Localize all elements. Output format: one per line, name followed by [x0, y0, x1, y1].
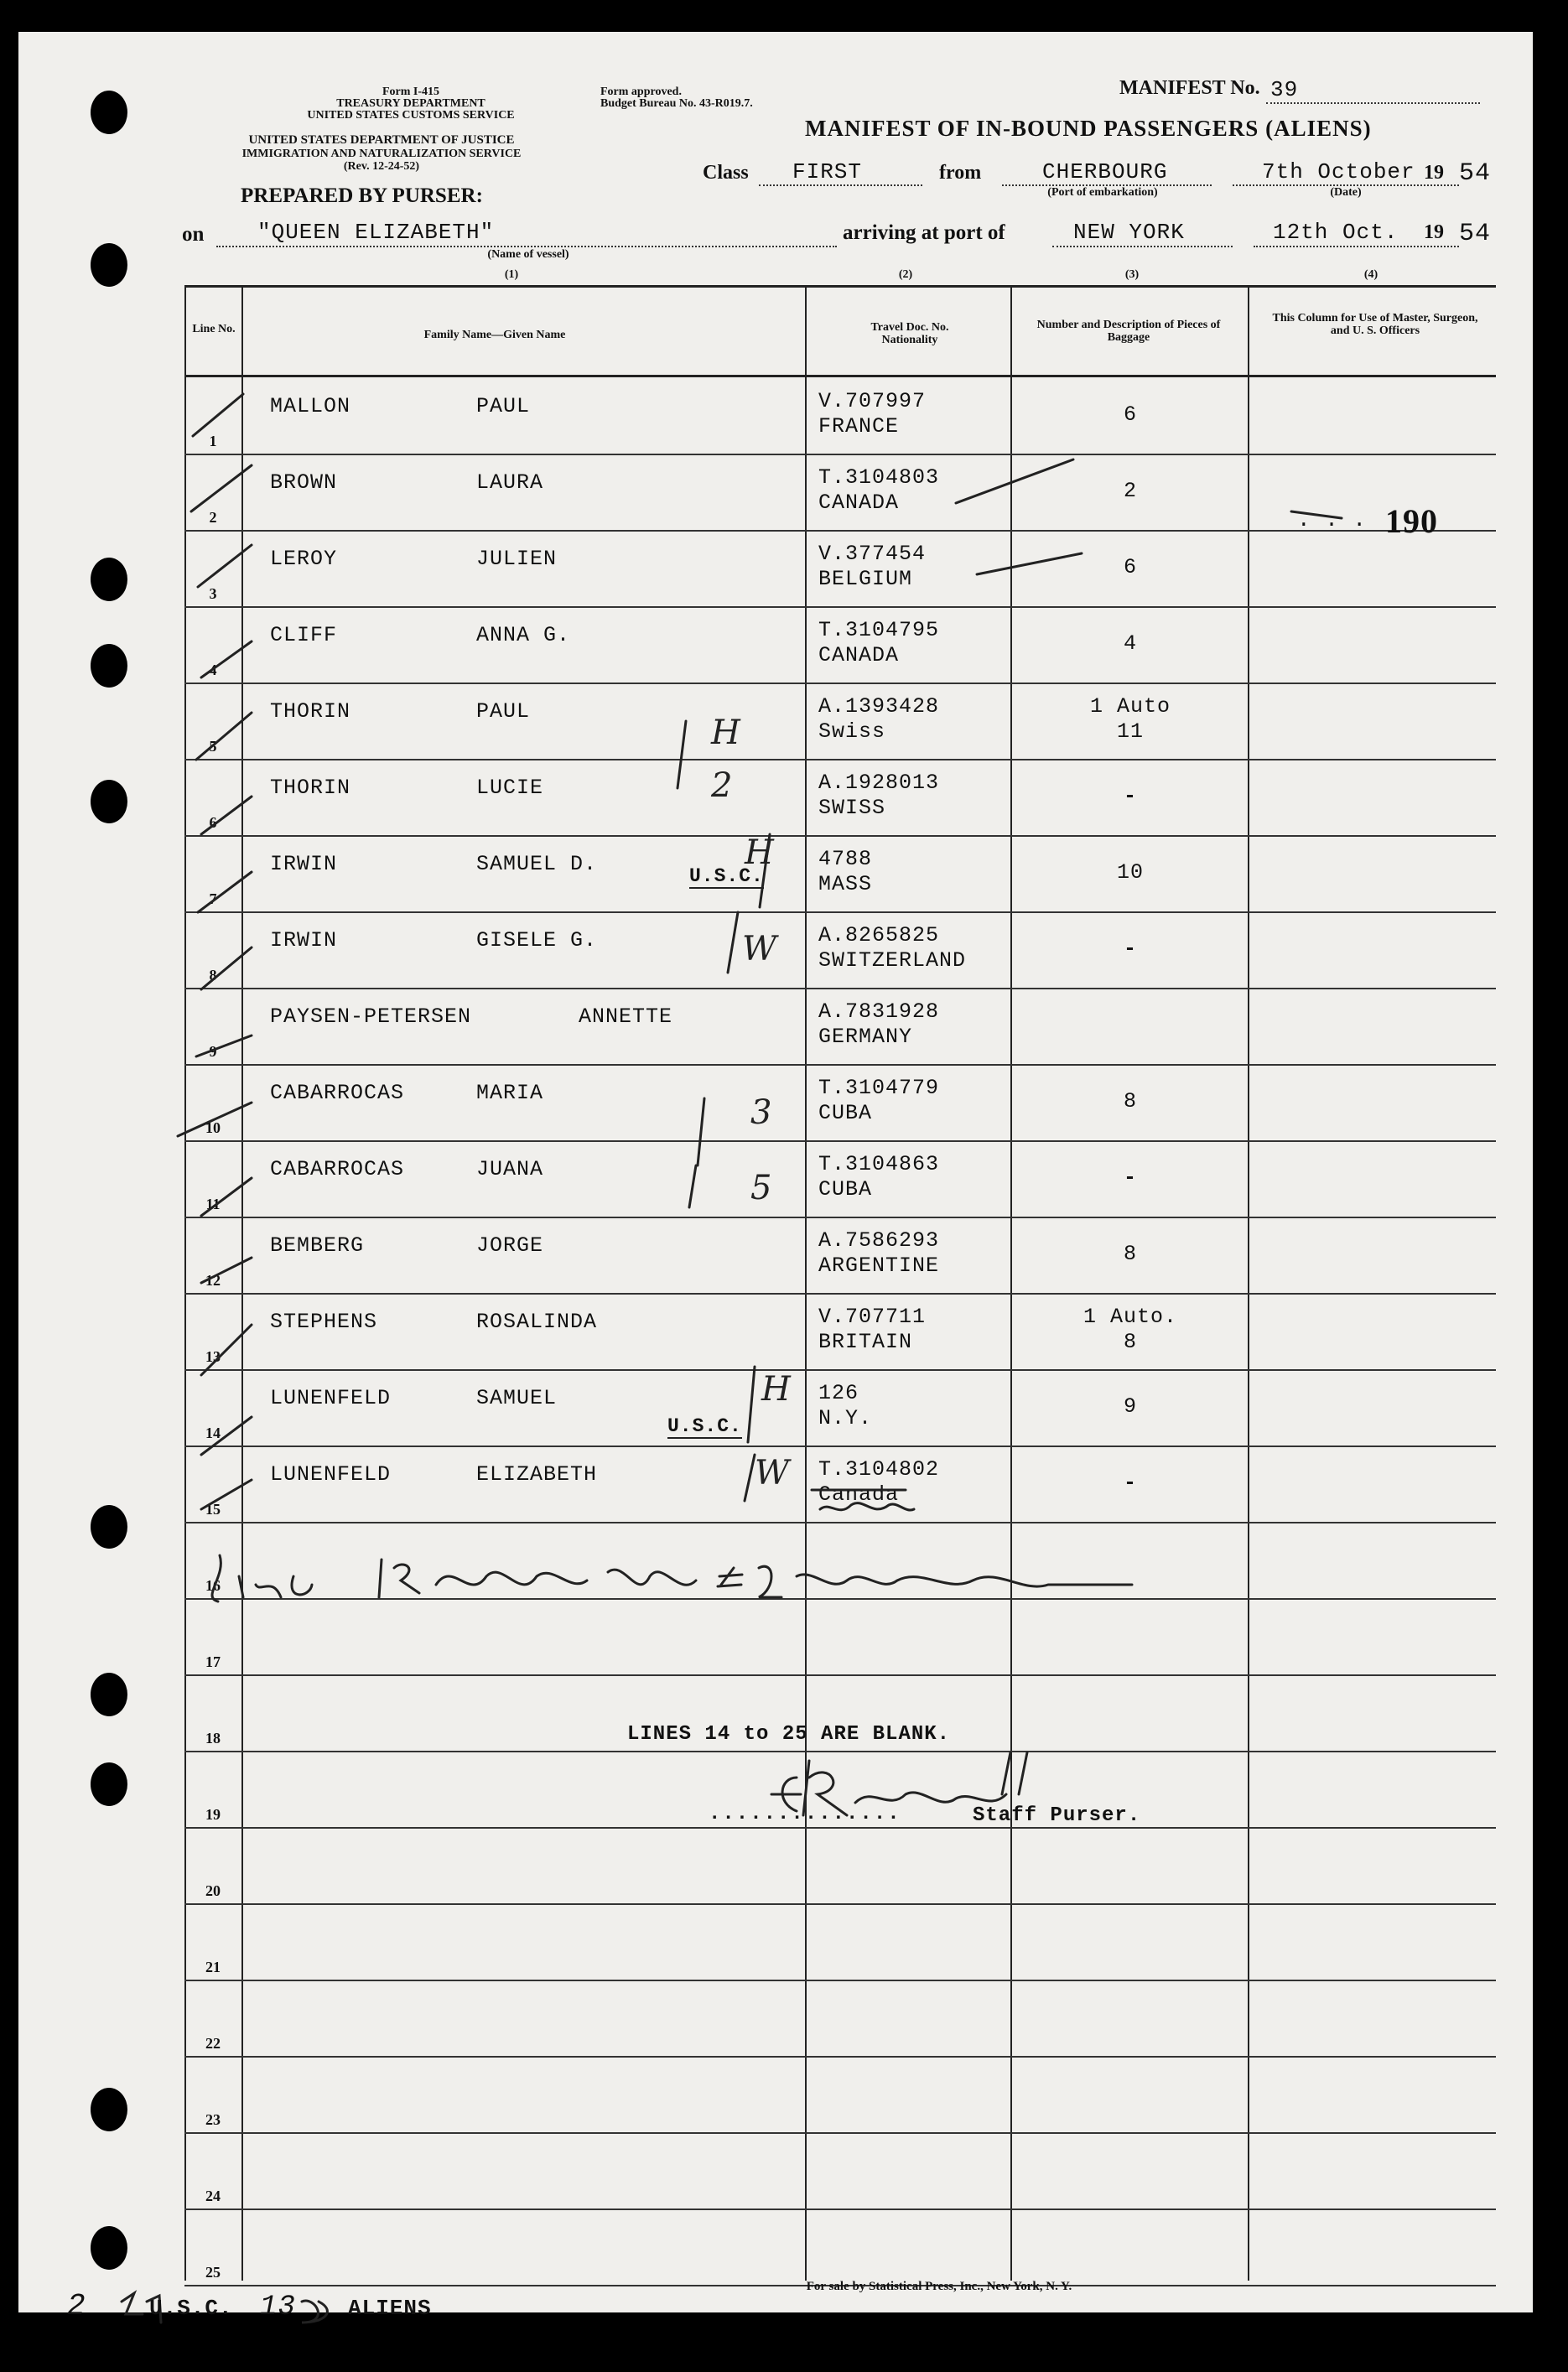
family-name: LEROY — [270, 547, 338, 571]
footer-publisher: For sale by Statistical Press, Inc., New York, N. Y. — [806, 2280, 1072, 2293]
svg-text:W: W — [742, 930, 777, 968]
class-value: FIRST — [792, 159, 863, 184]
col-header-line-no: Line No. — [192, 323, 236, 335]
baggage-primary: - — [1123, 937, 1137, 961]
family-name: IRWIN — [270, 852, 338, 876]
line-number: 8 — [209, 967, 217, 984]
line-number: 22 — [205, 2035, 221, 2052]
arrival-date: 12th Oct. — [1273, 220, 1399, 245]
treasury-dept: TREASURY DEPARTMENT — [336, 97, 485, 110]
travel-doc-number: T.3104779 — [818, 1076, 940, 1100]
family-name: CABARROCAS — [270, 1157, 405, 1181]
baggage-secondary: 11 — [1116, 719, 1144, 744]
dept-justice: UNITED STATES DEPARTMENT OF JUSTICE — [248, 133, 515, 147]
baggage-primary: 9 — [1123, 1394, 1137, 1419]
embarkation-port: CHERBOURG — [1042, 159, 1168, 184]
officer-dots: . . . — [1297, 507, 1368, 532]
prepared-by-label: PREPARED BY PURSER: — [241, 184, 483, 207]
nationality: MASS — [818, 872, 873, 896]
baggage-secondary: 8 — [1123, 1330, 1137, 1354]
on-label: on — [182, 223, 205, 246]
travel-doc-number: A.1928013 — [818, 771, 940, 795]
family-name: CLIFF — [270, 623, 338, 647]
col-header-name: Family Name—Given Name — [423, 329, 566, 341]
family-name: BROWN — [270, 470, 338, 495]
given-name: ANNETTE — [579, 1004, 673, 1029]
given-name: PAUL — [476, 699, 531, 724]
footer-count-num: 13 — [260, 2292, 296, 2323]
travel-doc-number: A.7586293 — [818, 1228, 940, 1253]
baggage-primary: 6 — [1123, 402, 1137, 427]
travel-doc-number: T.3104795 — [818, 618, 940, 642]
travel-doc-number: T.3104802 — [818, 1457, 940, 1482]
baggage-primary: 8 — [1123, 1089, 1137, 1113]
line-number: 18 — [205, 1730, 221, 1747]
given-name: JULIEN — [476, 547, 558, 571]
arrival-year: 54 — [1459, 220, 1492, 248]
nationality: CUBA — [818, 1101, 873, 1125]
col-index-4: (4) — [1363, 268, 1378, 281]
family-name: LUNENFELD — [270, 1462, 392, 1487]
svg-text:W: W — [755, 1454, 790, 1492]
line-number: 23 — [205, 2111, 221, 2128]
col-header-travel-doc: Travel Doc. No. Nationality — [870, 321, 949, 346]
travel-doc-number: V.707711 — [818, 1305, 927, 1329]
form-approved: Form approved. — [600, 86, 682, 98]
svg-text:H: H — [761, 1370, 791, 1409]
date-caption: (Date) — [1330, 186, 1362, 199]
manifest-number-value: 39 — [1270, 77, 1299, 102]
travel-doc-number: V.707997 — [818, 389, 927, 413]
family-name: STEPHENS — [270, 1310, 378, 1334]
nationality: CANADA — [818, 643, 900, 667]
nationality: FRANCE — [818, 414, 900, 439]
given-name: SAMUEL — [476, 1386, 558, 1410]
form-number: Form I-415 — [382, 86, 440, 98]
family-name: LUNENFELD — [270, 1386, 392, 1410]
nationality: BELGIUM — [818, 567, 913, 591]
baggage-primary: 2 — [1123, 479, 1137, 503]
line-number: 2 — [209, 509, 217, 526]
col-header-officers: This Column for Use of Master, Surgeon, and U. S. Officers — [1272, 312, 1478, 337]
given-name: ANNA G. — [476, 623, 571, 647]
footer-count-left: 2 — [67, 2289, 86, 2323]
nationality: SWISS — [818, 796, 886, 820]
line-number: 12 — [205, 1272, 221, 1289]
from-label: from — [939, 162, 982, 184]
given-name: LUCIE — [476, 776, 544, 800]
ins-service: IMMIGRATION AND NATURALIZATION SERVICE — [241, 148, 522, 160]
staff-purser-label: Staff Purser. — [973, 1804, 1141, 1827]
line-number: 15 — [205, 1501, 221, 1518]
given-name: GISELE G. — [476, 928, 598, 952]
travel-doc-number: A.1393428 — [818, 694, 940, 719]
given-name: JUANA — [476, 1157, 544, 1181]
baggage-primary: 10 — [1116, 860, 1144, 885]
arrival-year-prefix: 19 — [1424, 221, 1444, 243]
baggage-primary: 6 — [1123, 555, 1137, 579]
travel-doc-number: A.8265825 — [818, 923, 940, 947]
class-label: Class — [703, 162, 749, 184]
given-name: JORGE — [476, 1233, 544, 1258]
line-number: 4 — [209, 662, 217, 678]
footer-usc: U.S.C. — [149, 2296, 233, 2321]
baggage-primary: 1 Auto — [1089, 694, 1171, 719]
line-number: 5 — [209, 738, 217, 755]
line-number: 10 — [205, 1119, 221, 1136]
col-index-2: (2) — [898, 268, 913, 281]
vessel-caption: (Name of vessel) — [487, 248, 569, 261]
given-name: ELIZABETH — [476, 1462, 598, 1487]
signature-dots: .............. — [709, 1803, 901, 1825]
nationality: N.Y. — [818, 1406, 873, 1430]
form-revision: (Rev. 12-24-52) — [343, 160, 420, 173]
embarkation-date: 7th October — [1262, 159, 1415, 184]
col-header-baggage: Number and Description of Pieces of Baggage — [1036, 319, 1221, 344]
nationality: ARGENTINE — [818, 1253, 940, 1278]
baggage-primary: 1 Auto. — [1083, 1305, 1178, 1329]
line-number: 7 — [209, 890, 217, 907]
given-name: SAMUEL D. — [476, 852, 598, 876]
baggage-primary: 4 — [1123, 631, 1137, 656]
line-number: 20 — [205, 1882, 221, 1899]
baggage-primary: 8 — [1123, 1242, 1137, 1266]
usc-marker-line7: U.S.C. — [689, 865, 764, 887]
line-number: 25 — [205, 2264, 221, 2281]
blank-lines-note: LINES 14 to 25 ARE BLANK. — [627, 1723, 951, 1746]
svg-text:5: 5 — [750, 1169, 772, 1207]
line-number: 14 — [205, 1425, 221, 1441]
line-number: 11 — [205, 1196, 221, 1212]
embarkation-year-prefix: 19 — [1424, 162, 1444, 184]
nationality: BRITAIN — [818, 1330, 913, 1354]
manifest-title: MANIFEST OF IN-BOUND PASSENGERS (ALIENS) — [805, 116, 1372, 141]
family-name: IRWIN — [270, 928, 338, 952]
travel-doc-number: 4788 — [818, 847, 873, 871]
col-index-3: (3) — [1124, 268, 1140, 281]
line-number: 6 — [209, 814, 217, 831]
family-name: THORIN — [270, 699, 351, 724]
arriving-label: arriving at port of — [843, 221, 1005, 244]
family-name: MALLON — [270, 394, 351, 418]
nationality: CANADA — [818, 490, 900, 515]
arriving-port: NEW YORK — [1073, 220, 1185, 245]
embarkation-year: 54 — [1459, 159, 1492, 188]
svg-text:H: H — [711, 714, 740, 752]
line-number: 17 — [205, 1653, 221, 1670]
line-number: 13 — [205, 1348, 221, 1365]
customs-service: UNITED STATES CUSTOMS SERVICE — [307, 109, 515, 122]
nationality: CUBA — [818, 1177, 873, 1202]
footer-aliens: ALIENS — [348, 2296, 432, 2321]
family-name: THORIN — [270, 776, 351, 800]
given-name: ROSALINDA — [476, 1310, 598, 1334]
travel-doc-number: T.3104803 — [818, 465, 940, 490]
travel-doc-number: A.7831928 — [818, 999, 940, 1024]
line-number: 9 — [209, 1043, 217, 1060]
baggage-primary: - — [1123, 1165, 1137, 1190]
nationality: SWITZERLAND — [818, 948, 967, 973]
line-number: 1 — [209, 433, 217, 449]
col-index-1: (1) — [504, 268, 519, 281]
vessel-name: "QUEEN ELIZABETH" — [257, 220, 495, 245]
embarkation-caption: (Port of embarkation) — [1047, 186, 1158, 199]
svg-text:H: H — [745, 833, 774, 872]
travel-doc-number: T.3104863 — [818, 1152, 940, 1176]
line-number: 19 — [205, 1806, 221, 1823]
baggage-primary: - — [1123, 1471, 1137, 1495]
given-name: PAUL — [476, 394, 531, 418]
nationality: Swiss — [818, 719, 886, 744]
line-number: 24 — [205, 2188, 221, 2204]
line-number: 16 — [205, 1577, 221, 1594]
given-name: MARIA — [476, 1081, 544, 1105]
budget-bureau: Budget Bureau No. 43-R019.7. — [600, 97, 753, 110]
given-name: LAURA — [476, 470, 544, 495]
usc-marker-line14: U.S.C. — [667, 1415, 742, 1437]
line-number: 3 — [209, 585, 217, 602]
family-name: PAYSEN-PETERSEN — [270, 1004, 472, 1029]
svg-text:3: 3 — [750, 1093, 772, 1132]
travel-doc-number: V.377454 — [818, 542, 927, 566]
svg-text:2: 2 — [711, 766, 733, 805]
family-name: CABARROCAS — [270, 1081, 405, 1105]
nationality: Canada — [818, 1482, 900, 1507]
officer-count: 190 — [1385, 502, 1438, 540]
family-name: BEMBERG — [270, 1233, 365, 1258]
line-number: 21 — [205, 1959, 221, 1975]
travel-doc-number: 126 — [818, 1381, 859, 1405]
nationality: GERMANY — [818, 1025, 913, 1049]
manifest-number-label: MANIFEST No. — [1119, 77, 1260, 99]
baggage-primary: - — [1123, 784, 1137, 808]
